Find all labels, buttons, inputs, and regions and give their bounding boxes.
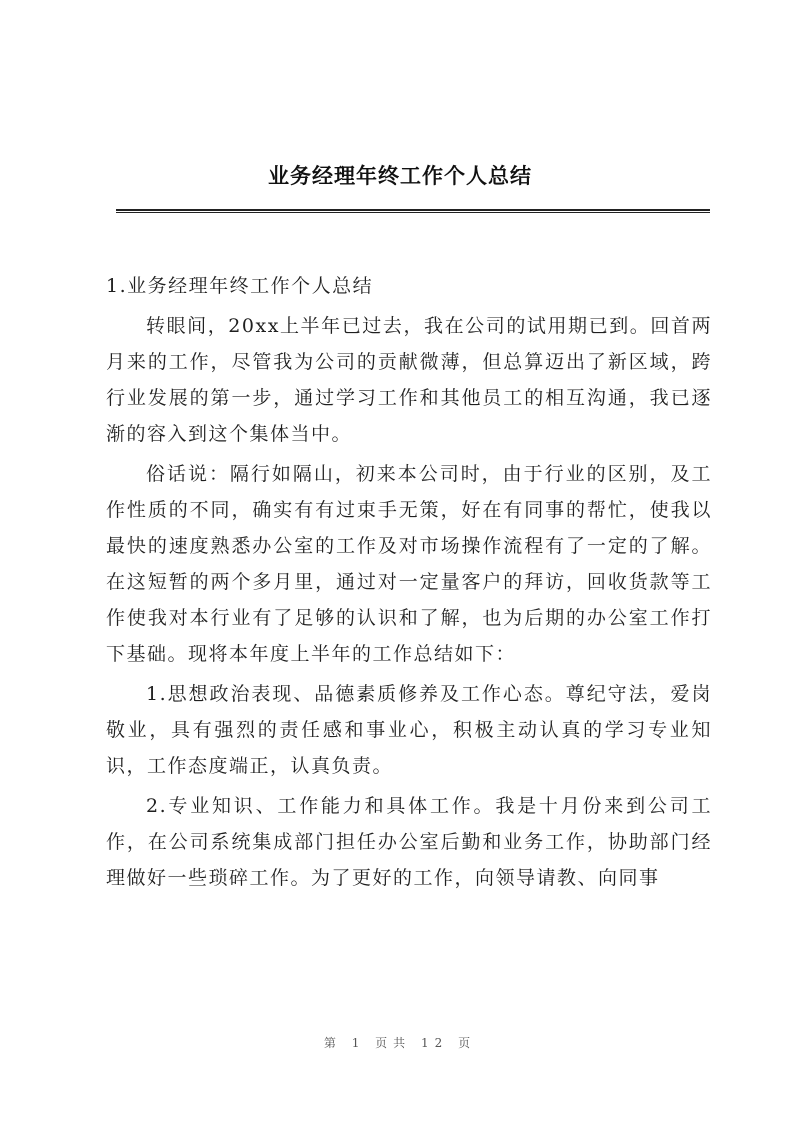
page-footer: 第 1 页共 12 页 [323,1036,477,1050]
paragraph: 2.专业知识、工作能力和具体工作。我是十月份来到公司工作，在公司系统集成部门担任办公室后勤和业务工作，协助部门经理做好一些琐碎工作。为了更好的工作，向领导请教、向同事 [106,795,712,889]
section-heading: 1.业务经理年终工作个人总结 [106,275,374,297]
paragraph: 俗话说：隔行如隔山，初来本公司时，由于行业的区别，及工作性质的不同，确实有有过束手无策，好在有同事的帮忙，使我以最快的速度熟悉办公室的工作及对市场操作流程有了一定的了解。在这短暂的两个多月里，通过对一定量客户的拜访，回收货款等工作使我对本行业有了足够的认识和了解，也为后期的办公室工作打下基础。现将本年度上半年的工作总结如下： [106,463,712,665]
title-divider [116,209,710,213]
document-body [106,268,712,900]
paragraph: 转眼间，20xx上半年已过去，我在公司的试用期已到。回首两月来的工作，尽管我为公司的贡献微薄，但总算迈出了新区域，跨行业发展的第一步，通过学习工作和其他员工的相互沟通，我已逐渐的容入到这个集体当中。 [106,315,712,445]
document-title: 业务经理年终工作个人总结 [268,164,532,188]
paragraph: 1.思想政治表现、品德素质修养及工作心态。尊纪守法，爱岗敬业，具有强烈的责任感和事业心，积极主动认真的学习专业知识，工作态度端正，认真负责。 [106,683,712,777]
